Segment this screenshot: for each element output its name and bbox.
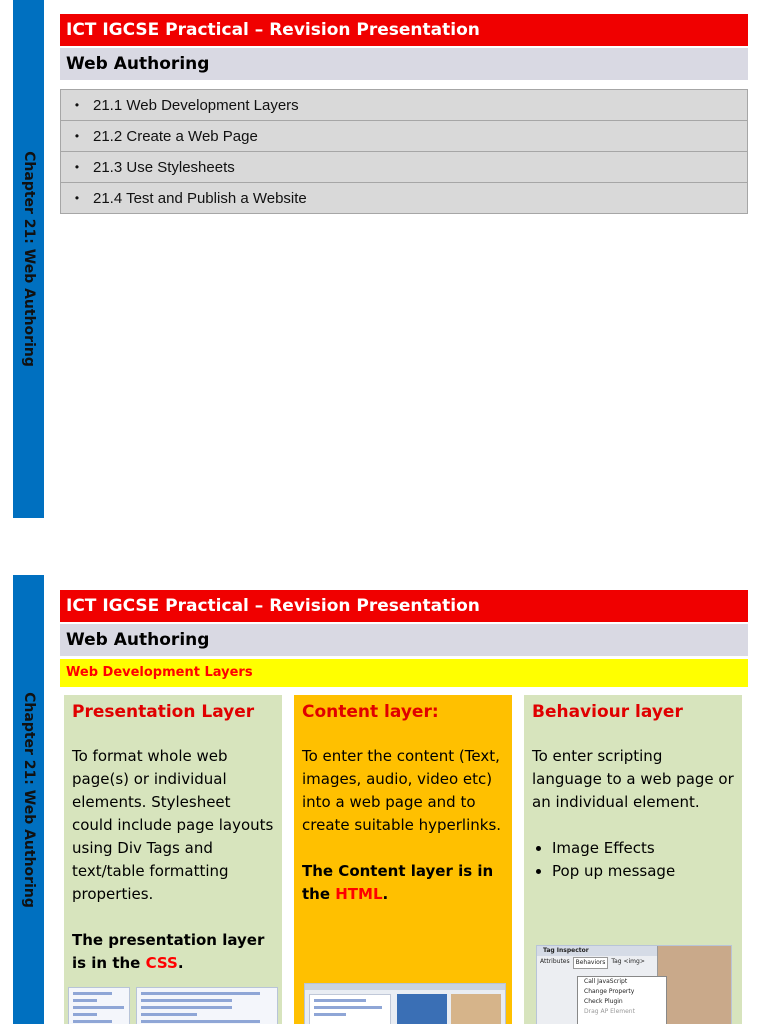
chapter-side-bar [13, 575, 44, 1024]
tag-inspector-screenshot [536, 945, 732, 1024]
panel-heading: Presentation Layer [72, 702, 255, 722]
topic-item[interactable] [60, 183, 748, 214]
slide-subtitle: Web Authoring [60, 48, 748, 80]
panel-note: The Content layer is in the HTML. [302, 862, 494, 903]
panel-heading: Behaviour layer [532, 702, 683, 722]
slide-title: ICT IGCSE Practical – Revision Presentation [60, 14, 748, 46]
topic-label: 21.4 Test and Publish a Website [93, 189, 307, 207]
presentation-layer-panel [64, 695, 282, 1024]
topic-label: 21.1 Web Development Layers [93, 96, 299, 114]
chapter-side-bar [13, 0, 44, 518]
chapter-side-label: Chapter 21: Web Authoring [20, 151, 37, 367]
list-item: • Image Effects [552, 837, 734, 860]
css-code-thumbnail [136, 987, 278, 1024]
menu-item[interactable]: Check Plugin [584, 998, 623, 1005]
css-highlight: CSS [145, 954, 178, 972]
slide-2 [0, 575, 768, 1024]
tab-behaviors[interactable]: Behaviors [573, 957, 609, 969]
behaviour-examples-list [532, 837, 734, 883]
menu-item[interactable]: Change Property [584, 988, 635, 995]
bullet-icon: • [74, 191, 80, 205]
topic-item[interactable] [60, 152, 748, 183]
behaviour-layer-panel [524, 695, 742, 1024]
html-highlight: HTML [335, 885, 383, 903]
panel-body: To enter the content (Text, images, audio, video etc) into a web page and to create suitable hyperlinks. [302, 747, 502, 834]
panel-body: To format whole web page(s) or individual elements. Stylesheet could include page layouts using Div Tags and text/table formatting properties. [72, 747, 274, 903]
slide-subtitle: Web Authoring [60, 624, 748, 656]
topic-item[interactable] [60, 121, 748, 152]
bullet-icon: • [74, 98, 80, 112]
topic-label: 21.3 Use Stylesheets [93, 158, 235, 176]
menu-item[interactable]: Drag AP Element [584, 1008, 635, 1015]
bullet-icon: • [74, 129, 80, 143]
behaviour-menu [577, 976, 667, 1024]
slide-title: ICT IGCSE Practical – Revision Presentation [60, 590, 748, 622]
bullet-icon: • [74, 160, 80, 174]
panel-heading: Content layer: [302, 702, 439, 722]
topic-label: 21.2 Create a Web Page [93, 127, 258, 145]
tag-inspector-title: Tag Inspector [537, 946, 657, 956]
section-heading: Web Development Layers [60, 659, 748, 687]
panel-note: The presentation layer is in the CSS. [72, 931, 265, 972]
css-code-thumbnail [68, 987, 130, 1024]
list-item: • Pop up message [552, 860, 734, 883]
chapter-side-label: Chapter 21: Web Authoring [20, 691, 37, 908]
topic-list [60, 89, 748, 214]
editor-screenshot-thumbnail [304, 983, 506, 1024]
tab-tag: Tag <img> [611, 958, 645, 965]
menu-item[interactable]: Call JavaScript [584, 978, 628, 985]
topic-item[interactable] [60, 89, 748, 121]
tab-attributes[interactable]: Attributes [540, 958, 570, 965]
content-layer-panel [294, 695, 512, 1024]
panel-body: To enter scripting language to a web page or an individual element. [532, 747, 734, 811]
